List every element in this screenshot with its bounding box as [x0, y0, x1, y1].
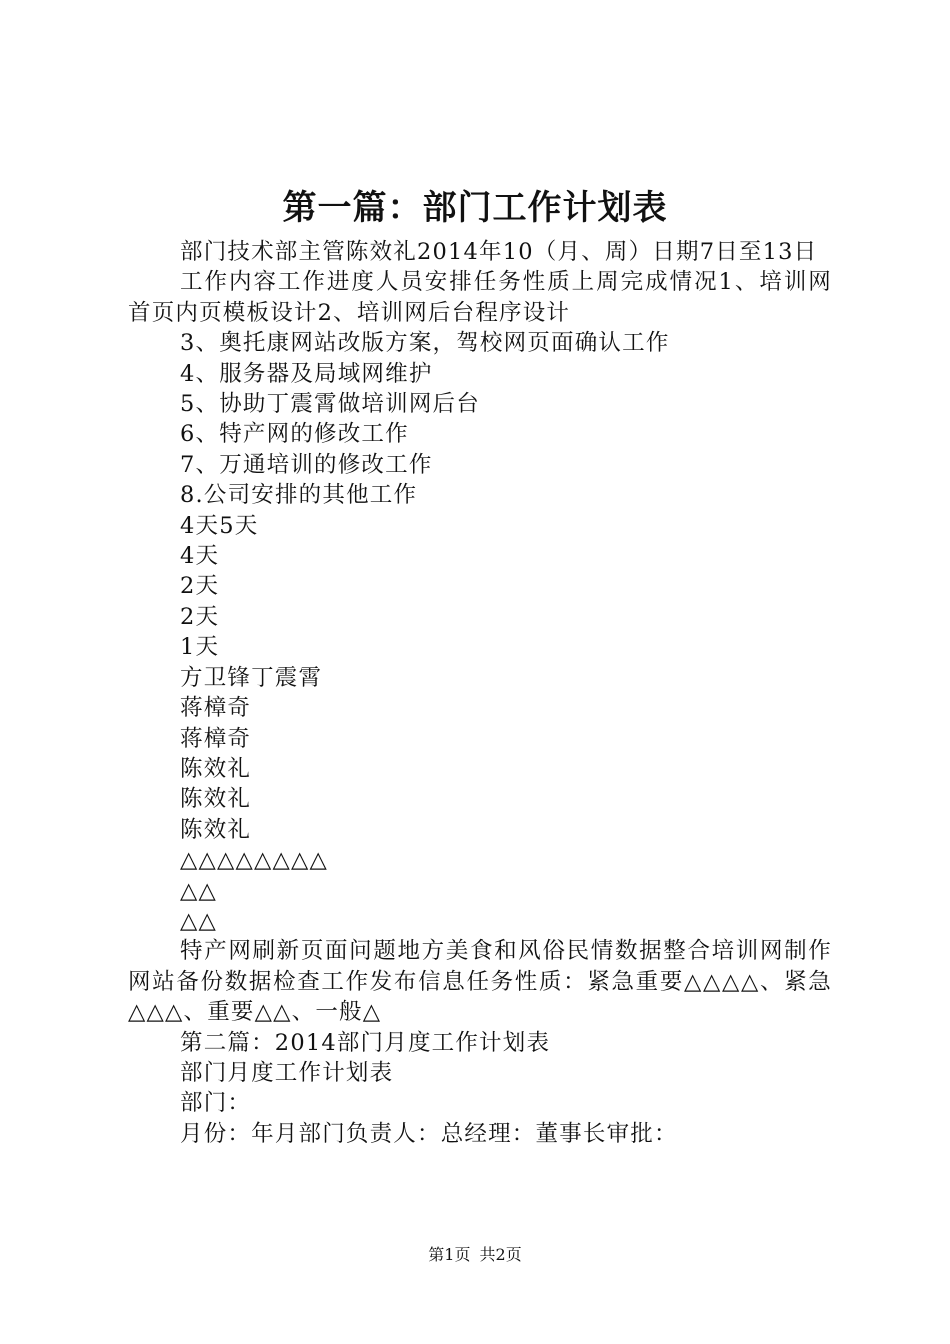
document-title: 第一篇：部门工作计划表	[282, 188, 668, 228]
paragraph: 7、万通培训的修改工作	[180, 451, 433, 478]
paragraph: 工作内容工作进度人员安排任务性质上周完成情况1、培训网首页内页模板设计2、培训网后台程序设计	[128, 269, 832, 326]
paragraph: 部门技术部主管陈效礼2014年10（月、周）日期7日至13日	[180, 239, 818, 265]
page-total: 共2页	[479, 1245, 522, 1264]
paragraph: 2天	[180, 573, 220, 600]
paragraph: 陈效礼	[180, 786, 252, 813]
paragraph: 特产网刷新页面问题地方美食和风俗民情数据整合培训网制作网站备份数据检查工作发布信息任务性质：紧急重要△△△△、紧急△△△、重要△△、一般△	[128, 938, 832, 1026]
paragraph: 月份：年月部门负责人：总经理：董事长审批：	[180, 1120, 678, 1147]
paragraph: 6、特产网的修改工作	[180, 421, 409, 448]
paragraph: 8.公司安排的其他工作	[180, 482, 418, 509]
paragraph: 陈效礼	[180, 816, 252, 843]
paragraph: 部门月度工作计划表	[180, 1059, 394, 1086]
paragraph: 蒋樟奇	[180, 725, 252, 752]
paragraph: △△	[180, 877, 218, 904]
paragraph: 第二篇：2014部门月度工作计划表	[180, 1029, 551, 1056]
paragraph: 4天5天	[180, 512, 259, 539]
paragraph: 5、协助丁震霄做培训网后台	[180, 391, 480, 418]
paragraph: 3、奥托康网站改版方案，驾校网页面确认工作	[180, 330, 670, 357]
page-number: 第1页	[428, 1245, 471, 1264]
paragraph: 1天	[180, 634, 220, 661]
paragraph: 2天	[180, 603, 220, 630]
paragraph: 方卫锋丁震霄	[180, 664, 323, 691]
document-body	[128, 237, 832, 1149]
paragraph: 蒋樟奇	[180, 695, 252, 722]
page-footer	[0, 1244, 950, 1266]
paragraph: 部门：	[180, 1090, 252, 1117]
paragraph: △△△△△△△△	[180, 847, 329, 874]
paragraph: △△	[180, 907, 218, 934]
paragraph: 4天	[180, 543, 220, 570]
paragraph: 陈效礼	[180, 755, 252, 782]
paragraph: 4、服务器及局域网维护	[180, 360, 433, 387]
